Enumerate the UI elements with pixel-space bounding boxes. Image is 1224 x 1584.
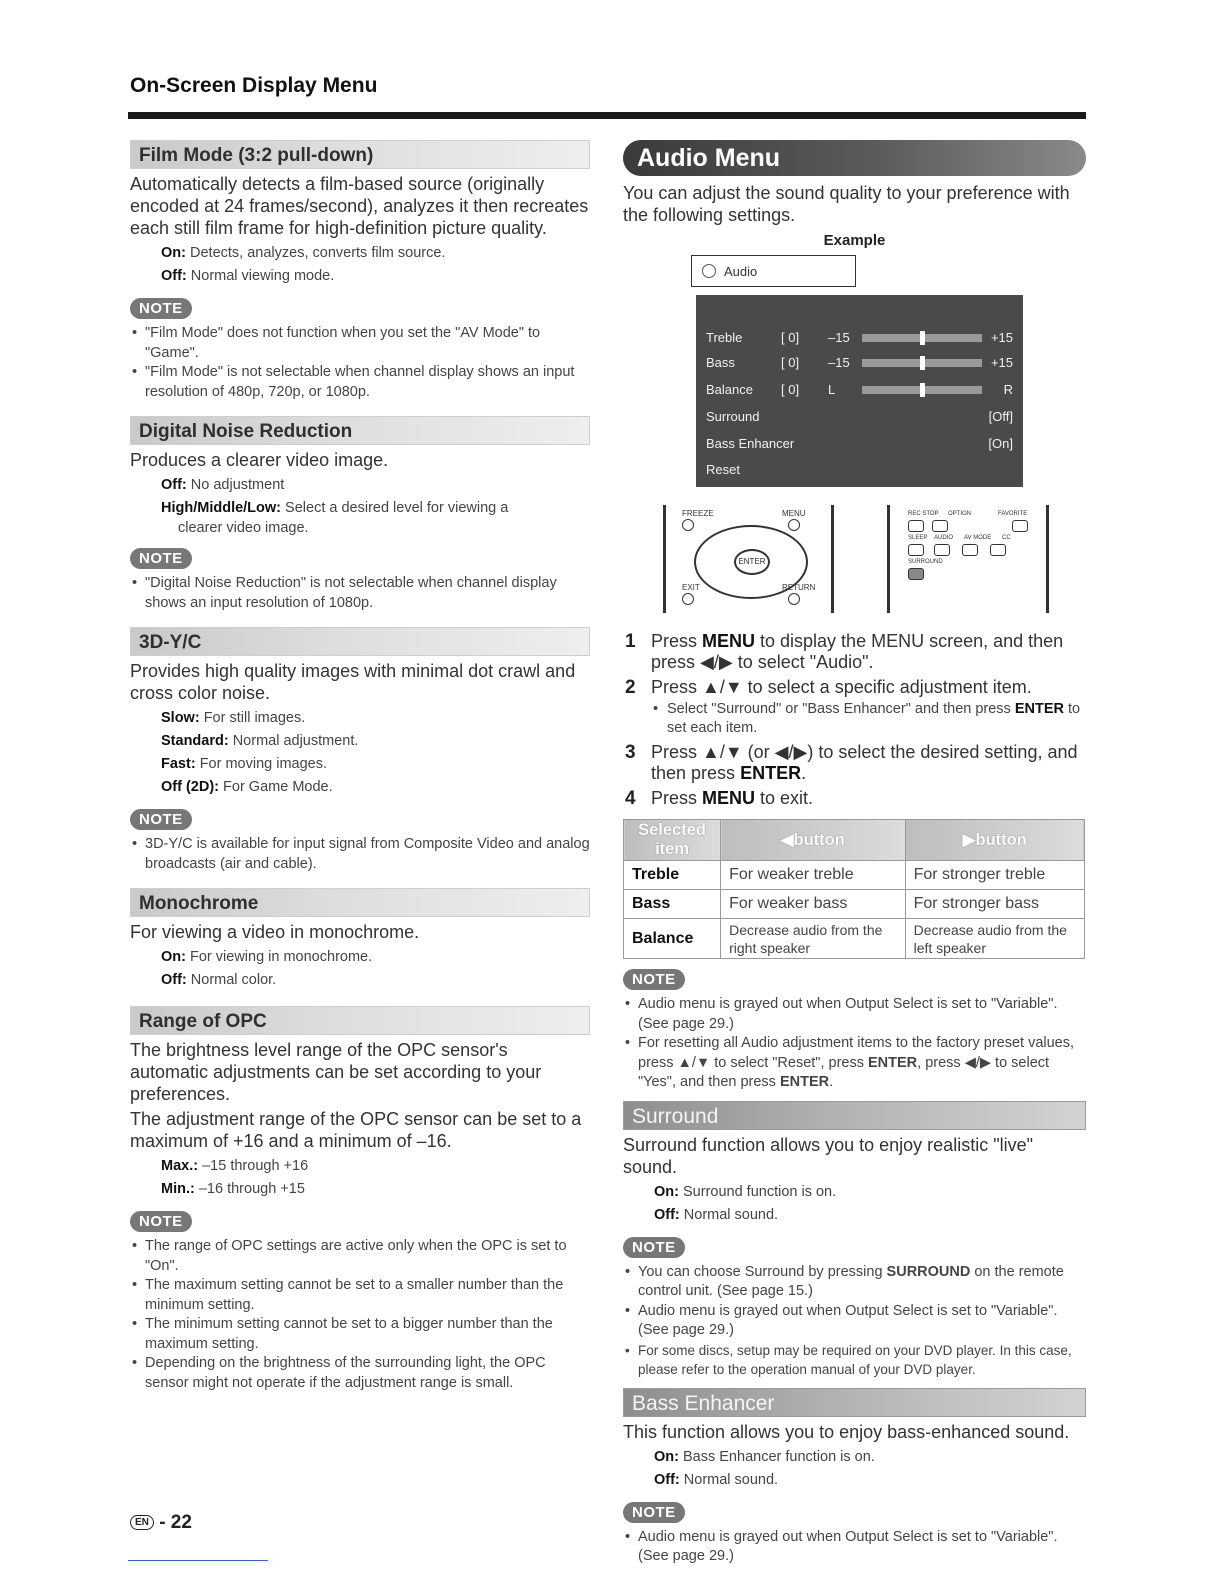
table-row: Balance Decrease audio from the right speaker Decrease audio from the left speaker	[624, 919, 1085, 959]
menu-row-bass-enhancer: Bass Enhancer [On]	[706, 436, 1013, 451]
note-item: • Audio menu is grayed out when Output Select is set to "Variable". (See page 29.)	[623, 995, 1086, 1034]
table-header-row: Selected item ◀button ▶button	[624, 820, 1085, 861]
note-badge: NOTE	[623, 1237, 685, 1258]
slider-knob	[920, 331, 925, 345]
mono-option-on: On: For viewing in monochrome.	[161, 949, 373, 965]
opc-option-min: Min.: –16 through +15	[161, 1181, 305, 1197]
example-label: Example	[823, 232, 886, 249]
note-item: • "Film Mode" is not selectable when channel display shows an input resolution of 480p, 720p, or 1080p.	[130, 363, 590, 402]
bass-slider	[862, 359, 982, 367]
remote-buttons-section: REC STOP OPTION FAVORITE SLEEP AUDIO AV MODE CC SURROUND	[887, 505, 1049, 613]
section-title-film-mode: Film Mode (3:2 pull-down)	[130, 140, 590, 169]
film-mode-option-on: On: Detects, analyzes, converts film source.	[161, 245, 446, 261]
page-footer	[130, 1512, 192, 1534]
page-number: - 22	[159, 1512, 192, 1533]
yc-notes	[130, 835, 590, 874]
film-mode-option-off: Off: Normal viewing mode.	[161, 268, 335, 284]
note-item: • "Digital Noise Reduction" is not selectable when channel display shows an input resolution of 1080p.	[130, 574, 590, 613]
mono-option-off: Off: Normal color.	[161, 972, 277, 988]
option-button-icon	[932, 520, 948, 532]
exit-button-icon	[682, 593, 694, 605]
mono-desc: For viewing a video in monochrome.	[130, 922, 420, 942]
balance-slider	[862, 386, 982, 394]
slider-knob	[920, 383, 925, 397]
bass-option-off: Off: Normal sound.	[654, 1471, 779, 1488]
table-row: Bass For weaker bass For stronger bass	[624, 890, 1085, 919]
surround-option-on: On: Surround function is on.	[654, 1183, 837, 1200]
audio-adjustment-table	[623, 819, 1085, 959]
note-badge: NOTE	[623, 1502, 685, 1523]
av-mode-button-icon	[962, 544, 978, 556]
note-item: • Audio menu is grayed out when Output Select is set to "Variable". (See page 29.)	[623, 1302, 1086, 1341]
audio-steps	[623, 631, 1086, 809]
yc-option-fast: Fast: For moving images.	[161, 756, 328, 772]
opc-option-max: Max.: –15 through +16	[161, 1158, 309, 1174]
film-mode-desc: Automatically detects a film-based source (originally encoded at 24 frames/second), analyzes it then recreates each still film frame for high-definition picture quality.	[130, 174, 589, 238]
left-column	[130, 140, 590, 1393]
dnr-notes	[130, 574, 590, 613]
note-item: • The range of OPC settings are active only when the OPC is set to "On".	[130, 1237, 590, 1276]
opc-desc-1: The brightness level range of the OPC sensor's automatic adjustments can be set according to your preferences.	[130, 1040, 542, 1104]
yc-option-off: Off (2D): For Game Mode.	[161, 779, 333, 795]
menu-row-surround: Surround [Off]	[706, 409, 1013, 424]
note-item: • For resetting all Audio adjustment items to the factory preset values, press ▲/▼ to select "Reset", press ENTER, press ◀/▶ to select "Yes", and then press ENTER.	[623, 1034, 1086, 1093]
step-2: 2 Press ▲/▼ to select a specific adjustment item. • Select "Surround" or "Bass Enhancer" and then press ENTER to set each item.	[623, 677, 1086, 738]
audio-notes	[623, 995, 1086, 1093]
surround-desc: Surround function allows you to enjoy realistic "live" sound.	[623, 1134, 1033, 1177]
return-button-icon	[788, 593, 800, 605]
menu-row-reset: Reset	[706, 462, 740, 477]
opc-desc-2: The adjustment range of the OPC sensor can be set to a maximum of +16 and a minimum of –16.	[130, 1109, 582, 1151]
footer-rule	[128, 1560, 268, 1561]
dnr-desc: Produces a clearer video image.	[130, 450, 389, 470]
audio-menu-screen	[696, 295, 1023, 487]
dpad-icon: ENTER	[694, 525, 808, 599]
note-item: • 3D-Y/C is available for input signal from Composite Video and analog broadcasts (air and cable).	[130, 835, 590, 874]
language-badge: EN	[130, 1515, 154, 1530]
remote-illustration	[623, 505, 1086, 625]
favorite-button-icon	[1012, 520, 1028, 532]
surround-option-off: Off: Normal sound.	[654, 1206, 779, 1223]
note-item: • Audio menu is grayed out when Output Select is set to "Variable". (See page 29.)	[623, 1528, 1086, 1567]
section-title-monochrome: Monochrome	[130, 888, 590, 917]
remote-dpad-section: FREEZE MENU ENTER EXIT RETURN	[663, 505, 834, 613]
note-badge: NOTE	[130, 298, 192, 319]
step-4: 4 Press MENU to exit.	[625, 788, 814, 809]
audio-menu-label-box: Audio	[691, 255, 856, 287]
menu-row-balance: Balance [ 0] L R	[706, 382, 1013, 397]
surround-button-icon	[908, 568, 924, 580]
table-row: Treble For weaker treble For stronger treble	[624, 861, 1085, 890]
note-badge: NOTE	[130, 1211, 192, 1232]
note-item: • The maximum setting cannot be set to a smaller number than the minimum setting.	[130, 1276, 590, 1315]
slider-knob	[920, 356, 925, 370]
step-2-sub: • Select "Surround" or "Bass Enhancer" and then press ENTER to set each item.	[651, 700, 1086, 738]
step-3: 3 Press ▲/▼ (or ◀/▶) to select the desired setting, and then press ENTER.	[625, 742, 1078, 783]
opc-notes	[130, 1237, 590, 1393]
yc-option-slow: Slow: For still images.	[161, 710, 306, 726]
speaker-icon	[702, 264, 716, 278]
section-title-dnr: Digital Noise Reduction	[130, 416, 590, 445]
audio-button-icon	[934, 544, 950, 556]
yc-desc: Provides high quality images with minimal dot crawl and cross color noise.	[130, 661, 576, 703]
section-title-3dyc: 3D-Y/C	[130, 627, 590, 656]
dnr-option-off: Off: No adjustment	[161, 477, 285, 493]
bass-notes	[623, 1528, 1086, 1567]
surround-notes	[623, 1263, 1086, 1380]
section-title-audio-menu: Audio Menu	[623, 140, 1086, 176]
right-column	[623, 140, 1086, 1567]
menu-button-icon	[788, 519, 800, 531]
sleep-button-icon	[908, 544, 924, 556]
note-item: • You can choose Surround by pressing SURROUND on the remote control unit. (See page 15.)	[623, 1263, 1086, 1302]
note-item: • For some discs, setup may be required on your DVD player. In this case, please refer to the operation manual of your DVD player.	[623, 1341, 1086, 1380]
note-badge: NOTE	[623, 969, 685, 990]
audio-intro: You can adjust the sound quality to your preference with the following settings.	[623, 183, 1070, 225]
bass-option-on: On: Bass Enhancer function is on.	[654, 1448, 875, 1465]
note-item: • "Film Mode" does not function when you set the "AV Mode" to "Game".	[130, 324, 590, 363]
section-title-surround: Surround	[623, 1101, 1086, 1130]
bass-desc: This function allows you to enjoy bass-enhanced sound.	[623, 1421, 1070, 1442]
yc-option-standard: Standard: Normal adjustment.	[161, 733, 359, 749]
step-1: 1 Press MENU to display the MENU screen, and then press ◀/▶ to select "Audio".	[625, 631, 1064, 672]
note-item: • Depending on the brightness of the surrounding light, the OPC sensor might not operate if the adjustment range is small.	[130, 1354, 590, 1393]
note-badge: NOTE	[130, 548, 192, 569]
section-title-bass-enhancer: Bass Enhancer	[623, 1388, 1086, 1417]
freeze-button-icon	[682, 519, 694, 531]
section-title-opc: Range of OPC	[130, 1006, 590, 1035]
dnr-option-levels: High/Middle/Low: Select a desired level for viewing a clearer video image.	[161, 500, 509, 536]
cc-button-icon	[990, 544, 1006, 556]
menu-row-treble: Treble [ 0] –15 +15	[706, 330, 1013, 345]
note-badge: NOTE	[130, 809, 192, 830]
note-item: • The minimum setting cannot be set to a bigger number than the maximum setting.	[130, 1315, 590, 1354]
page-header-title: On-Screen Display Menu	[130, 74, 378, 97]
film-mode-notes	[130, 324, 590, 402]
header-rule	[128, 112, 1086, 119]
rec-stop-button-icon	[908, 520, 924, 532]
menu-row-bass: Bass [ 0] –15 +15	[706, 355, 1013, 370]
treble-slider	[862, 334, 982, 342]
